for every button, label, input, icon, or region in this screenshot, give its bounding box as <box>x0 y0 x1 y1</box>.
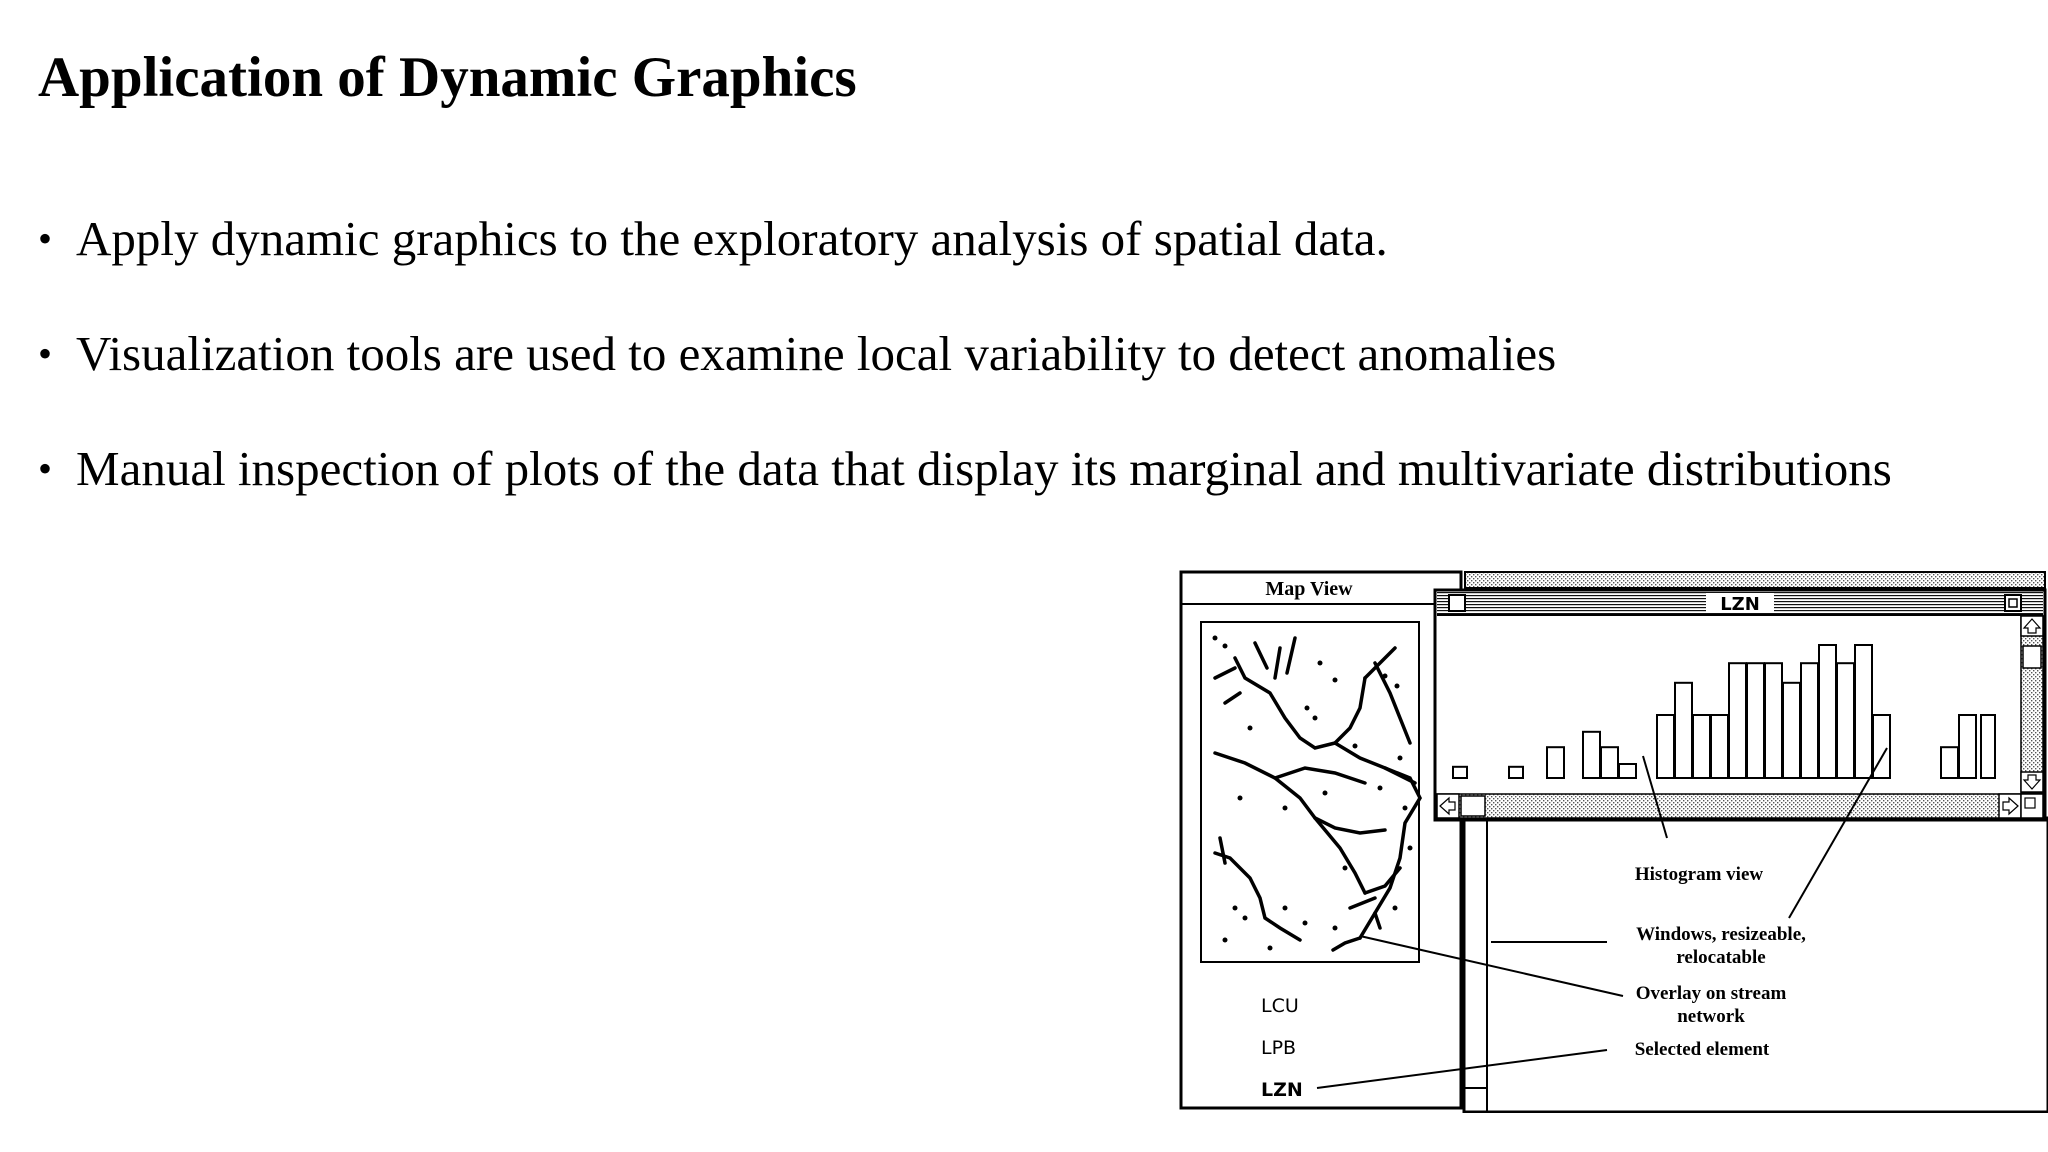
label-overlay-line1: Overlay on stream <box>1635 983 1787 1004</box>
horizontal-scroll-thumb[interactable] <box>1461 796 1485 816</box>
variable-item-lpb[interactable]: LPB <box>1261 1037 1297 1059</box>
histogram-bar[interactable] <box>1819 645 1836 778</box>
dynamic-graphics-figure <box>1175 568 2048 1113</box>
slide-title: Application of Dynamic Graphics <box>38 46 857 109</box>
histogram-window[interactable] <box>1435 590 2045 820</box>
horizontal-scrollbar[interactable] <box>1437 794 2021 818</box>
map-panel[interactable] <box>1201 622 1419 962</box>
histogram-bar[interactable] <box>1941 747 1958 778</box>
label-histogram-view: Histogram view <box>1634 864 1764 885</box>
histogram-bar[interactable] <box>1711 715 1728 778</box>
variable-item-lzn-selected[interactable]: LZN <box>1261 1079 1303 1101</box>
bullet-text: Visualization tools are used to examine local variability to detect anomalies <box>76 326 1557 381</box>
bullet-item <box>38 325 1892 440</box>
bullet-text: Apply dynamic graphics to the exploratory analysis of spatial data. <box>76 211 1388 266</box>
histogram-bar[interactable] <box>1981 715 1995 778</box>
histogram-bar[interactable] <box>1747 663 1764 778</box>
histogram-bar[interactable] <box>1453 767 1467 778</box>
histogram-bar[interactable] <box>1837 663 1854 778</box>
bullet-dot-icon: • <box>38 331 53 376</box>
variable-item-lcu[interactable]: LCU <box>1261 995 1299 1017</box>
histogram-bar[interactable] <box>1509 767 1523 778</box>
map-view-title: Map View <box>1265 578 1353 600</box>
histogram-title: LZN <box>1720 594 1760 615</box>
scroll-thumb[interactable] <box>2023 646 2041 668</box>
background-window-titlebar[interactable] <box>1465 572 2045 588</box>
histogram-bar[interactable] <box>1729 663 1746 778</box>
bullet-item <box>38 440 1892 555</box>
histogram-bar[interactable] <box>1619 764 1636 778</box>
label-windows-line1: Windows, resizeable, <box>1636 924 1806 945</box>
bullet-dot-icon: • <box>38 216 53 261</box>
histogram-bar[interactable] <box>1675 683 1692 778</box>
histogram-bar[interactable] <box>1783 683 1800 778</box>
bullet-list <box>38 210 1892 555</box>
zoom-box-icon[interactable] <box>2005 595 2021 611</box>
histogram-bar[interactable] <box>1855 645 1872 778</box>
figure-canvas <box>1175 568 2048 1113</box>
histogram-bar[interactable] <box>1765 663 1782 778</box>
histogram-bar[interactable] <box>1547 747 1564 778</box>
histogram-bar[interactable] <box>1801 663 1818 778</box>
vertical-scrollbar[interactable] <box>2021 616 2043 793</box>
histogram-bar[interactable] <box>1959 715 1976 778</box>
bullet-dot-icon: • <box>38 446 53 491</box>
label-overlay-line2: network <box>1677 1006 1745 1027</box>
label-windows-line2: relocatable <box>1676 947 1766 968</box>
map-view-window[interactable] <box>1181 572 1461 1108</box>
histogram-bar[interactable] <box>1693 715 1710 778</box>
histogram-bar[interactable] <box>1601 747 1618 778</box>
histogram-bar[interactable] <box>1583 732 1600 778</box>
label-selected-element: Selected element <box>1634 1039 1770 1060</box>
histogram-bar[interactable] <box>1657 715 1674 778</box>
bullet-text: Manual inspection of plots of the data that display its marginal and multivariate distributions <box>76 441 1892 496</box>
bullet-item <box>38 210 1892 325</box>
close-box-icon[interactable] <box>1449 595 1465 611</box>
